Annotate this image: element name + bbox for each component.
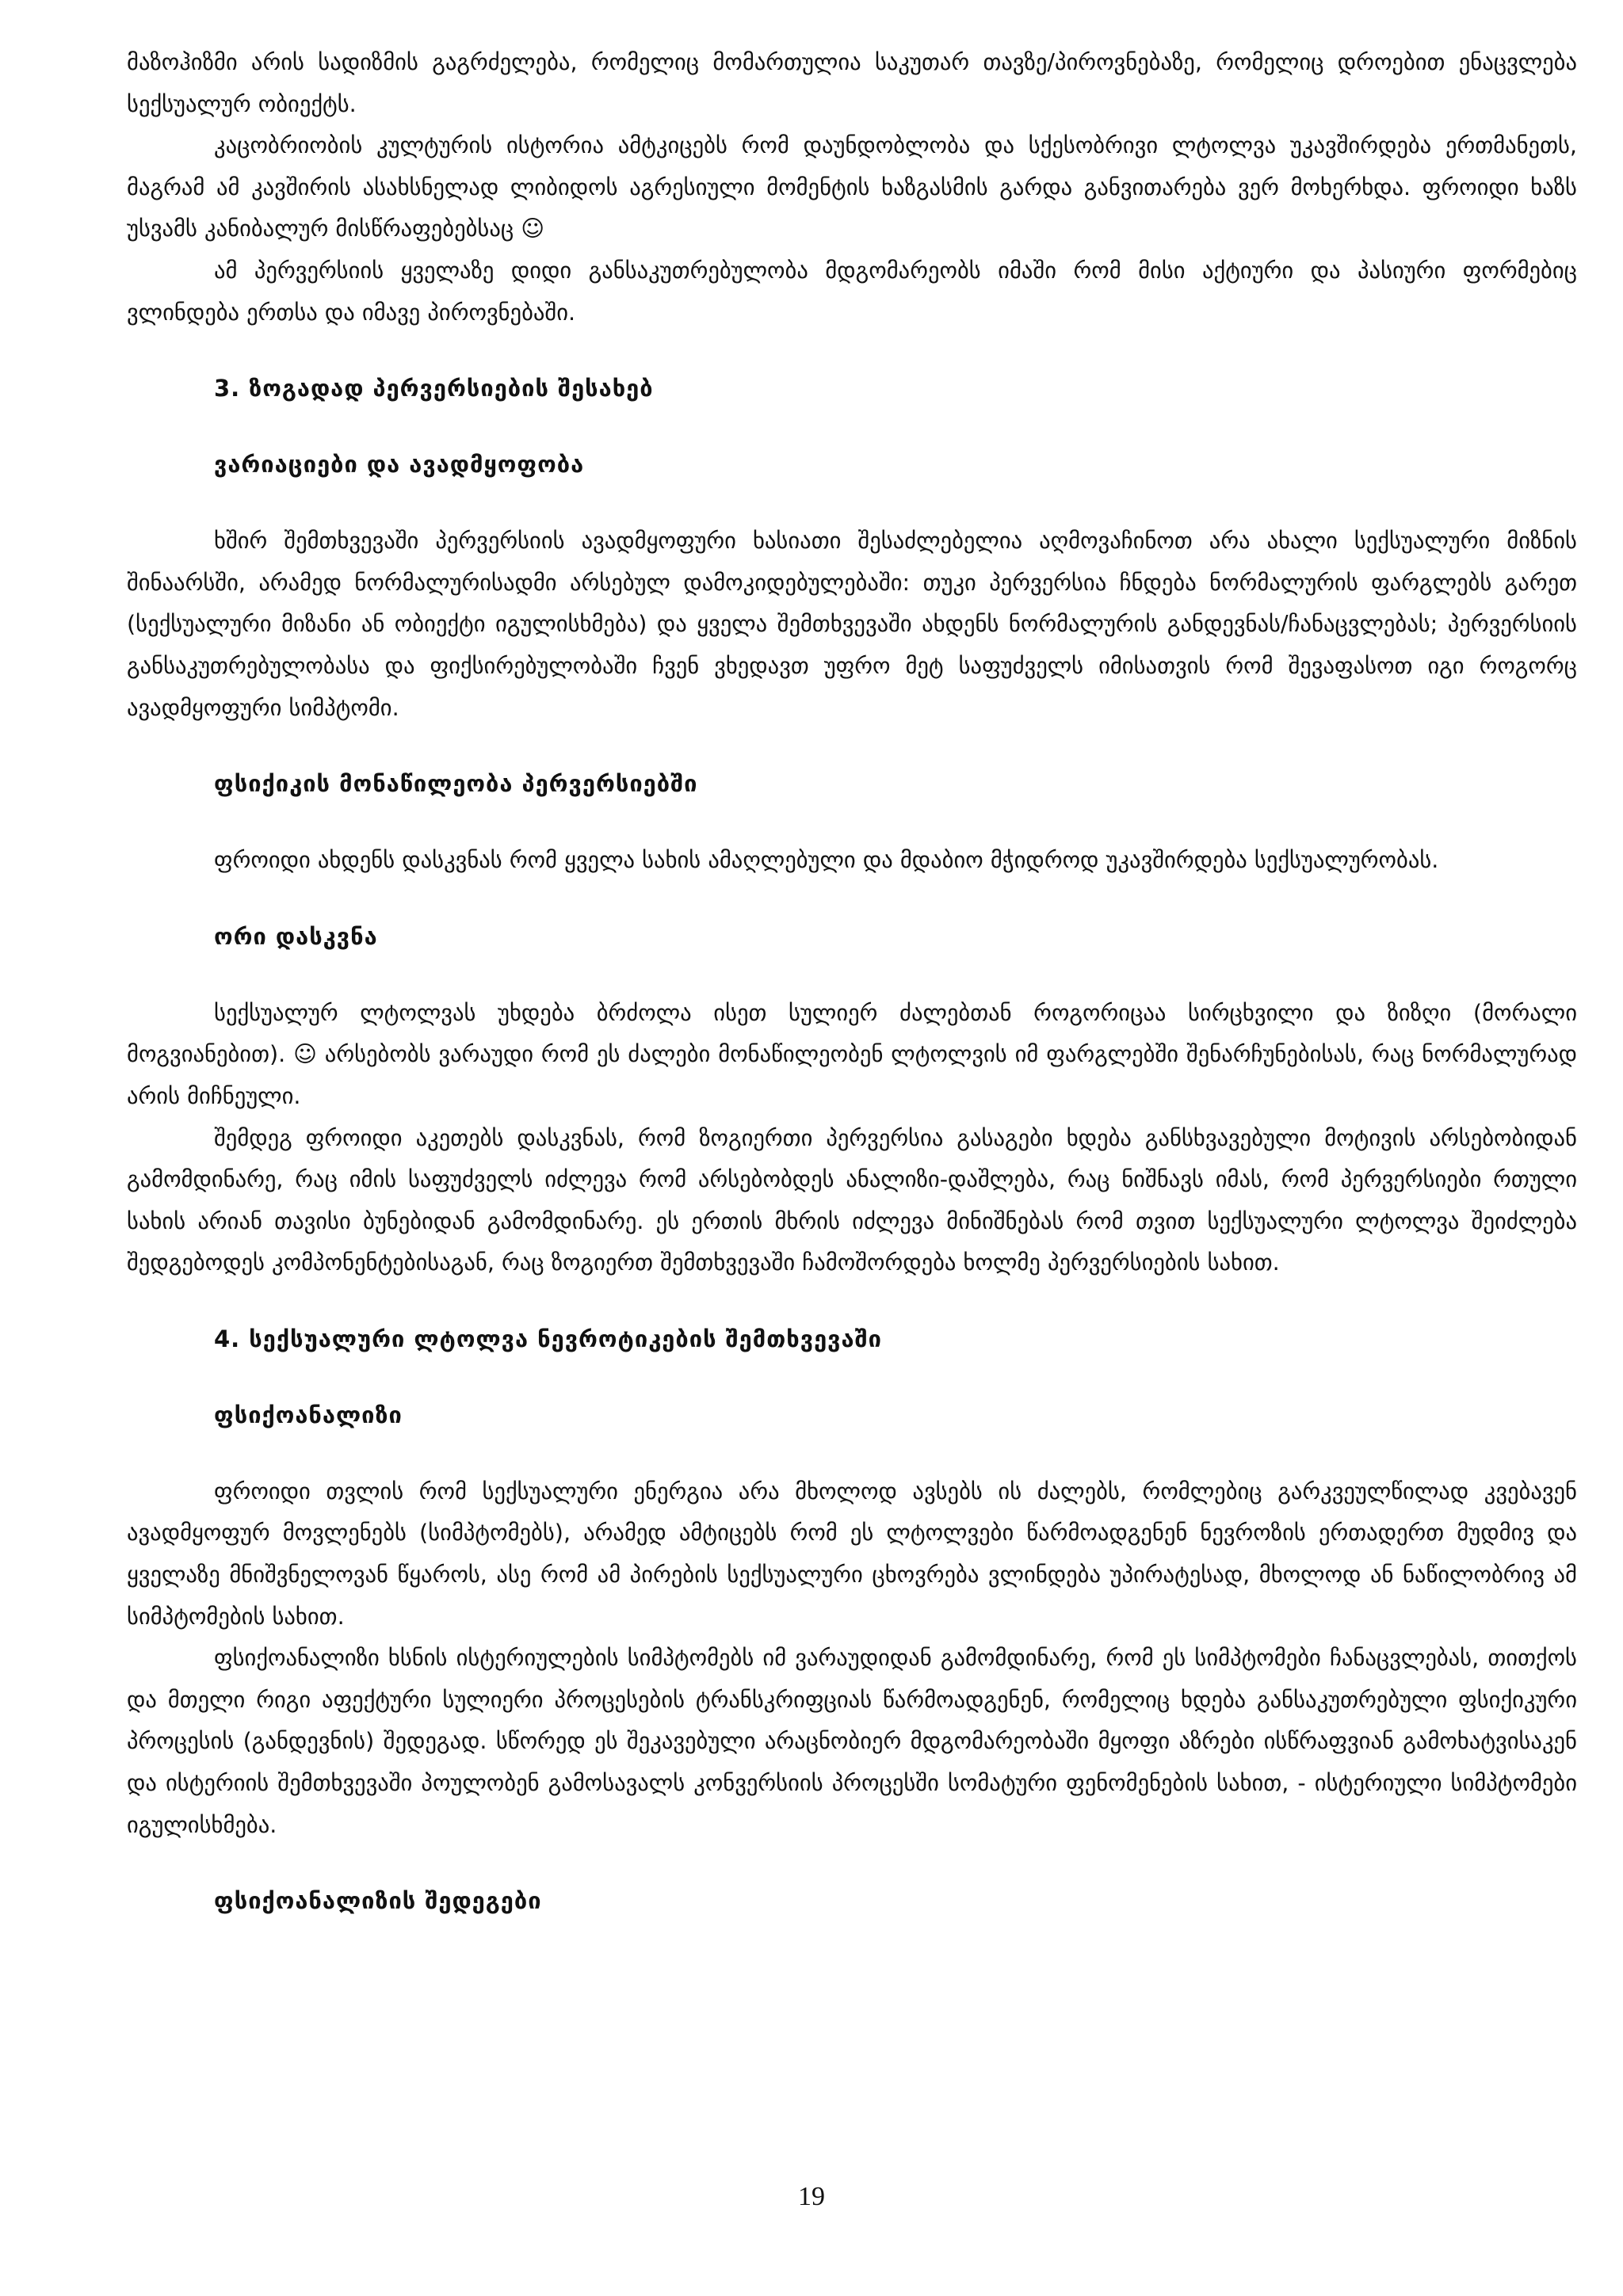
subheading-two-conclusions: ორი დასკვნა bbox=[214, 922, 378, 950]
paragraph-perversion-forms: ამ პერვერსიის ყველაზე დიდი განსაკუთრებულობა მდგომარეობს იმაში რომ მისი აქტიური და პასიური ფორმებიც ვლინდება ერთსა და იმავე პიროვნებაში. bbox=[127, 256, 1577, 326]
paragraph-perversion-components: შემდეგ ფროიდი აკეთებს დასკვნას, რომ ზოგიერთი პერვერსია გასაგები ხდება განსხვავებული მოტივის არსებობიდან გამომდინარე, რაც იმის საფუძველს იძლევა რომ არსებობდეს ანალიზი-დაშლება, რაც ნიშნავს იმას, რომ პერვერსიები რთული სახის არიან თავისი ბუნებიდან გამომდინარე. ეს ერთის მხრის იძლევა მინიშნებას რომ თვით სექსუალური ლტოლვა შეიძლება შედგებოდეს კომპონენტებისაგან, რაც ზოგიერთ შემთხვევაში ჩამოშორდება ხოლმე პერვერსიების სახით. bbox=[127, 1123, 1577, 1276]
paragraph-sexual-energy: ფროიდი თვლის რომ სექსუალური ენერგია არა მხოლოდ ავსებს ის ძალებს, რომლებიც გარკვეულწილად კვებავენ ავადმყოფურ მოვლენებს (სიმპტომებს), არამედ ამტიცებს რომ ეს ლტოლვები წარმოადგენენ ნევროზის ერთადერთ მუდმივ და ყველაზე მნიშვნელოვან წყაროს, ასე რომ ამ პირების სექსუალური ცხოვრება ვლინდება უპირატესად, მხოლოდ ან ნაწილობრივ ამ სიმპტომების სახით. bbox=[127, 1477, 1577, 1630]
subheading-variations: ვარიაციები და ავადმყოფობა bbox=[214, 451, 585, 479]
subheading-psyche-participation: ფსიქიკის მონაწილეობა პერვერსიებში bbox=[214, 770, 698, 798]
paragraph-freud-conclusion: ფროიდი ახდენს დასკვნას რომ ყველა სახის ამაღლებული და მდაბიო მჭიდროდ უკავშირდება სექსუალურობას. bbox=[214, 846, 1439, 874]
subheading-psychoanalysis-results: ფსიქოანალიზის შედეგები bbox=[214, 1887, 542, 1915]
paragraph-cultural-history: კაცობრიობის კულტურის ისტორია ამტკიცებს რომ დაუნდობლობა და სქესობრივი ლტოლვა უკავშირდება ერთმანეთს, მაგრამ ამ კავშირის ასახსნელად ლიბიდოს აგრესიული მომენტის ხაზგასმის გარდა განვითარება ვერ მოხერხდა. ფროიდი ხაზს უსვამს კანიბალურ მისწრაფებებსაც ☺ bbox=[127, 132, 1577, 242]
section-heading-general-perversions: 3. ზოგადად პერვერსიების შესახებ bbox=[214, 375, 654, 402]
paragraph-masochism: მაზოჰიზმი არის სადიზმის გაგრძელება, რომელიც მომართულია საკუთარ თავზე/პიროვნებაზე, რომელიც დროებით ენაცვლება სექსუალურ ობიექტს. bbox=[127, 48, 1577, 117]
paragraph-hysteria-symptoms: ფსიქოანალიზი ხსნის ისტერიულების სიმპტომებს იმ ვარაუდიდან გამომდინარე, რომ ეს სიმპტომები ჩანაცვლებას, თითქოს და მთელი რიგი აფექტური სულიერი პროცესების ტრანსკრიფციას წარმოადგენენ, რომელიც ხდება განსაკუთრებული ფსიქიკური პროცესის (განდევნის) შედეგად. სწორედ ეს შეკავებული არაცნობიერ მდგომარეობაში მყოფი აზრები ისწრაფვიან გამოხატვისაკენ და ისტერიის შემთხვევაში პოულობენ გამოსავალს კონვერსიის პროცესში სომატური ფენომენების სახით, - ისტერიული სიმპტომები იგულისხმება. bbox=[127, 1644, 1577, 1838]
subheading-psychoanalysis: ფსიქოანალიზი bbox=[214, 1401, 403, 1428]
page-number: 19 bbox=[798, 2182, 825, 2211]
paragraph-shame-disgust: სექსუალურ ლტოლვას უხდება ბრძოლა ისეთ სულიერ ძალებთან როგორიცაა სირცხვილი და ზიზღი (მორალი მოგვიანებით). ☺ არსებობს ვარაუდი რომ ეს ძალები მონაწილეობენ ლტოლვის იმ ფარგლებში შენარჩუნებისას, რაც ნორმალურად არის მიჩნეული. bbox=[127, 998, 1577, 1109]
paragraph-pathological-character: ხშირ შემთხვევაში პერვერსიის ავადმყოფური ხასიათი შესაძლებელია აღმოვაჩინოთ არა ახალი სექსუალური მიზნის შინაარსში, არამედ ნორმალურისადმი არსებულ დამოკიდებულებაში: თუკი პერვერსია ჩნდება ნორმალურის ფარგლებს გარეთ (სექსუალური მიზანი ან ობიექტი იგულისხმება) და ყველა შემთხვევაში ახდენს ნორმალურის განდევნას/ჩანაცვლებას; პერვერსიის განსაკუთრებულობასა და ფიქსირებულობაში ჩვენ ვხედავთ უფრო მეტ საფუძველს იმისათვის რომ შევაფასოთ იგი როგორც ავადმყოფური სიმპტომი. bbox=[127, 527, 1577, 721]
section-heading-neurotics: 4. სექსუალური ლტოლვა ნევროტიკების შემთხვევაში bbox=[214, 1325, 882, 1352]
document-page bbox=[127, 41, 1577, 1921]
